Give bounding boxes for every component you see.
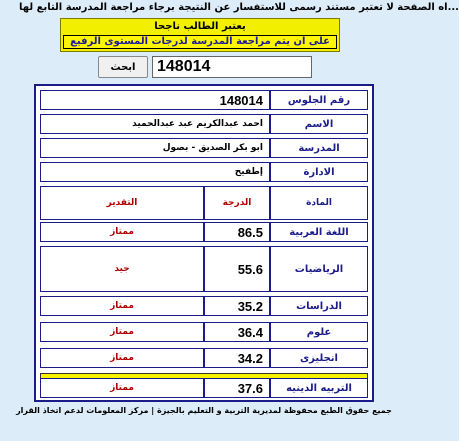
subject-name: اللغة العربية [270, 222, 368, 242]
seat-value: 148014 [40, 90, 270, 110]
admin-label: الادارة [270, 162, 368, 182]
religion-row [40, 378, 368, 398]
subject-score: 55.6 [204, 246, 270, 292]
status-banner [60, 18, 340, 52]
rating-header: التقدير [40, 186, 204, 220]
religion-score: 37.6 [204, 378, 270, 398]
school-label: المدرسة [270, 138, 368, 158]
score-header: الدرجة [204, 186, 270, 220]
name-value: احمد عبدالكريم عبد عبدالحميد [40, 114, 270, 134]
religion-rating: ممتاز [40, 378, 204, 398]
religion-name: التربيه الدينيه [270, 378, 368, 398]
school-row [40, 138, 368, 158]
subject-header: المادة [270, 186, 368, 220]
subject-name: انجليزى [270, 348, 368, 368]
subject-rating: ممتاز [40, 348, 204, 368]
subject-score: 35.2 [204, 296, 270, 316]
seat-label: رقم الجلوس [270, 90, 368, 110]
subject-rating: ممتاز [40, 322, 204, 342]
subject-row [40, 348, 368, 368]
subject-score: 86.5 [204, 222, 270, 242]
name-label: الاسم [270, 114, 368, 134]
subject-row [40, 296, 368, 316]
subject-rating: جيد [40, 246, 204, 292]
subject-rating: ممتاز [40, 222, 204, 242]
admin-row [40, 162, 368, 182]
subject-row [40, 246, 368, 292]
footer-text: جميع حقوق الطبع محفوظة لمديرية التربية و التعليم بالجيزة | مركز المعلومات لدعم اتخاذ القرار [16, 406, 392, 415]
name-row [40, 114, 368, 134]
subject-name: علوم [270, 322, 368, 342]
subject-row [40, 222, 368, 242]
seat-row [40, 90, 368, 110]
banner-line-1: يعتبر الطالب ناجحا [154, 21, 246, 32]
subject-score: 34.2 [204, 348, 270, 368]
subject-rating: ممتاز [40, 296, 204, 316]
results-table [34, 84, 374, 402]
school-value: ابو بكر الصديق - بصول [40, 138, 270, 158]
search-button[interactable]: ابحث [98, 56, 148, 78]
notice-text [0, 2, 459, 16]
grades-header-row [40, 186, 368, 220]
seat-number-input[interactable] [152, 56, 312, 78]
notice-text-content: ...اه الصفحة لا تعتبر مستند رسمى للاستفسار عن النتيجة برجاء مراجعة المدرسة التابع لها [19, 2, 459, 13]
banner-line-2: على ان يتم مراجعة المدرسة لدرجات المستوى الرفيع [63, 35, 337, 49]
subject-row [40, 322, 368, 342]
subject-name: الرياضيات [270, 246, 368, 292]
subject-score: 36.4 [204, 322, 270, 342]
admin-value: إطفيح [40, 162, 270, 182]
subject-name: الدراسات [270, 296, 368, 316]
